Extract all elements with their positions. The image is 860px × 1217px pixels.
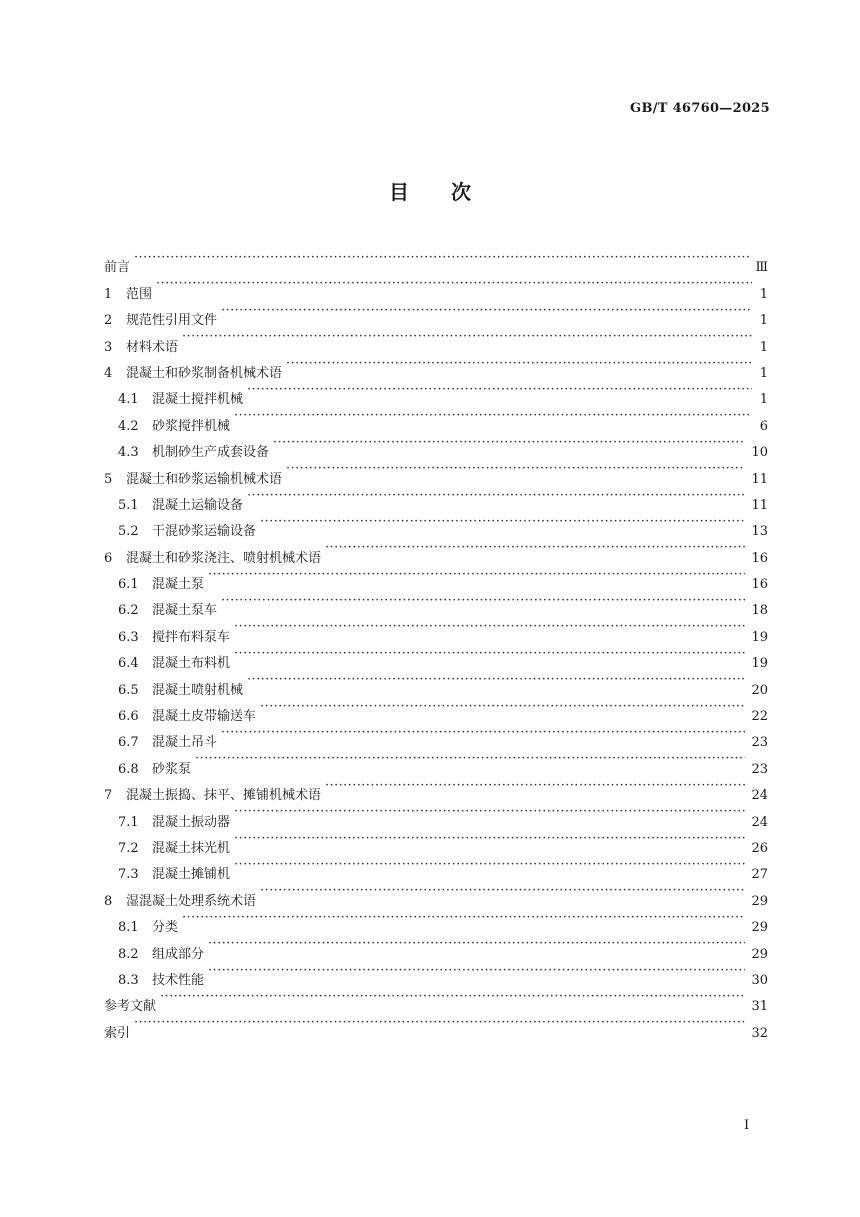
dot-leader [221,720,745,746]
toc-entry-label: 砂浆泵 [152,761,192,777]
toc-entry-label: 混凝土和砂浆运输机械术语 [126,471,283,487]
toc-entry-page: 27 [751,867,768,883]
toc-entry-label: 混凝土抹光机 [152,840,231,856]
toc-entry-number: 6.8 [118,761,139,777]
toc-entry-label: 湿混凝土处理系统术语 [126,893,257,909]
toc-entry-label: 材料术语 [126,339,179,355]
toc-entry-label: 混凝土运输设备 [152,497,244,513]
toc-entry-number: 4.3 [118,445,139,461]
toc-entry-label: 规范性引用文件 [126,313,218,329]
toc-entry-page: 30 [751,972,768,988]
dot-leader [234,614,745,640]
toc-entry-number: 6.2 [118,603,139,619]
toc-entry-label: 混凝土振动器 [152,814,231,830]
toc-entry-page: 24 [751,788,768,804]
toc-entry-number: 8 [104,893,113,909]
dot-leader [286,351,752,377]
toc-entry-page: 16 [751,550,768,566]
dot-leader [325,773,745,799]
toc-entry-label: 混凝土振捣、抹平、摊铺机械术语 [126,788,322,804]
toc-entry-number: 5 [104,471,113,487]
toc-entry-page: 29 [751,920,768,936]
dot-leader [182,905,745,931]
toc-entry-label: 混凝土泵车 [152,603,218,619]
toc-entry[interactable] [104,931,768,962]
toc-entry-number: 5.1 [118,497,139,513]
toc-entry-page: 11 [751,497,768,513]
page-title: 目次 [389,180,513,204]
toc-entry-label: 混凝土布料机 [152,656,231,672]
dot-leader [182,324,752,350]
dot-leader [273,430,745,456]
toc-entry-page: 23 [751,761,768,777]
dot-leader [234,403,752,429]
toc-entry-page: 13 [751,524,768,540]
toc-entry-label: 前言 [104,260,131,276]
toc-entry-label: 混凝土泵 [152,577,205,593]
toc-entry-number: 7.3 [118,867,139,883]
toc-entry-page: 32 [751,1025,768,1041]
toc-entry[interactable] [104,271,768,302]
toc-entry-label: 混凝土摊铺机 [152,867,231,883]
toc-entry-number: 4.2 [118,418,139,434]
dot-leader [195,746,745,772]
toc-entry-page: 18 [751,603,768,619]
dot-leader [156,271,752,297]
toc-entry-number: 4.1 [118,392,139,408]
toc-entry[interactable] [104,298,768,329]
toc-entry-number: 6.3 [118,629,139,645]
dot-leader [234,799,745,825]
dot-leader [134,1010,745,1036]
toc-entry-label: 砂浆搅拌机械 [152,418,231,434]
toc-entry-label: 技术性能 [152,972,205,988]
toc-entry-number: 6.6 [118,709,139,725]
toc-entry-page: 11 [751,471,768,487]
toc-entry-label: 混凝土吊斗 [152,735,218,751]
toc-entry-page: 6 [759,418,768,434]
toc-entry-number: 3 [104,339,113,355]
toc-entry-number: 4 [104,365,113,381]
dot-leader [208,931,745,957]
toc-entry-page: 29 [751,893,768,909]
toc-entry-number: 7.1 [118,814,139,830]
toc-entry-page: 31 [751,999,768,1015]
toc-entry-page: 1 [759,365,768,381]
dot-leader [260,509,745,535]
toc-entry-label: 混凝土和砂浆浇注、喷射机械术语 [126,550,322,566]
toc-entry-label: 混凝土搅拌机械 [152,392,244,408]
dot-leader [160,984,745,1010]
toc-entry[interactable] [104,746,768,777]
standard-code: GB/T 46760—2025 [630,101,770,116]
toc-entry-label: 搅拌布料泵车 [152,629,231,645]
toc-entry-page: 1 [759,339,768,355]
toc-entry-page: Ⅲ [755,260,768,276]
toc-entry[interactable] [104,984,768,1015]
dot-leader [286,456,745,482]
toc-entry-page: 23 [751,735,768,751]
dot-leader [234,852,745,878]
toc-entry-number: 1 [104,286,113,302]
toc-entry-page: 16 [751,577,768,593]
dot-leader [234,641,745,667]
toc-entry-label: 分类 [152,920,179,936]
dot-leader [134,245,749,271]
toc-entry-label: 机制砂生产成套设备 [152,445,270,461]
toc-entry-page: 1 [759,392,768,408]
toc-entry-page: 19 [751,629,768,645]
toc-entry[interactable] [104,905,768,936]
toc-entry-number: 8.2 [118,946,139,962]
toc-entry-number: 8.1 [118,920,139,936]
toc-entry-number: 6.5 [118,682,139,698]
dot-leader [208,958,745,984]
toc-entry-number: 8.3 [118,972,139,988]
toc-entry-page: 29 [751,946,768,962]
dot-leader [247,667,745,693]
dot-leader [247,483,745,509]
toc-entry[interactable] [104,245,768,276]
toc-entry-label: 干混砂浆运输设备 [152,524,257,540]
dot-leader [221,298,752,324]
toc-entry[interactable] [104,773,768,804]
toc-entry-number: 2 [104,313,113,329]
toc-entry-label: 范围 [126,286,153,302]
toc-entry-label: 组成部分 [152,946,205,962]
toc-entry-page: 10 [751,445,768,461]
page-number: I [744,1118,750,1133]
toc-entry-label: 混凝土喷射机械 [152,682,244,698]
toc-entry-page: 19 [751,656,768,672]
dot-leader [221,588,745,614]
toc-entry-number: 7 [104,788,113,804]
dot-leader [208,562,745,588]
toc-entry-label: 参考文献 [104,999,157,1015]
toc-entry-page: 1 [759,286,768,302]
toc-entry-number: 6 [104,550,113,566]
toc-entry-label: 索引 [104,1025,131,1041]
table-of-contents [104,245,768,1041]
toc-entry-number: 5.2 [118,524,139,540]
toc-entry-page: 1 [759,313,768,329]
toc-entry-page: 22 [751,709,768,725]
toc-entry[interactable] [104,324,768,355]
toc-entry-number: 6.1 [118,577,139,593]
toc-entry-page: 20 [751,682,768,698]
dot-leader [234,826,745,852]
toc-entry-number: 7.2 [118,840,139,856]
dot-leader [247,377,752,403]
toc-entry[interactable] [104,1010,768,1041]
toc-entry-number: 6.4 [118,656,139,672]
toc-entry-label: 混凝土皮带输送车 [152,709,257,725]
dot-leader [260,694,745,720]
toc-entry[interactable] [104,351,768,381]
toc-entry-label: 混凝土和砂浆制备机械术语 [126,365,283,381]
toc-entry-page: 26 [751,840,768,856]
toc-entry-page: 24 [751,814,768,830]
toc-entry-number: 6.7 [118,735,139,751]
dot-leader [325,535,745,561]
dot-leader [260,878,745,904]
